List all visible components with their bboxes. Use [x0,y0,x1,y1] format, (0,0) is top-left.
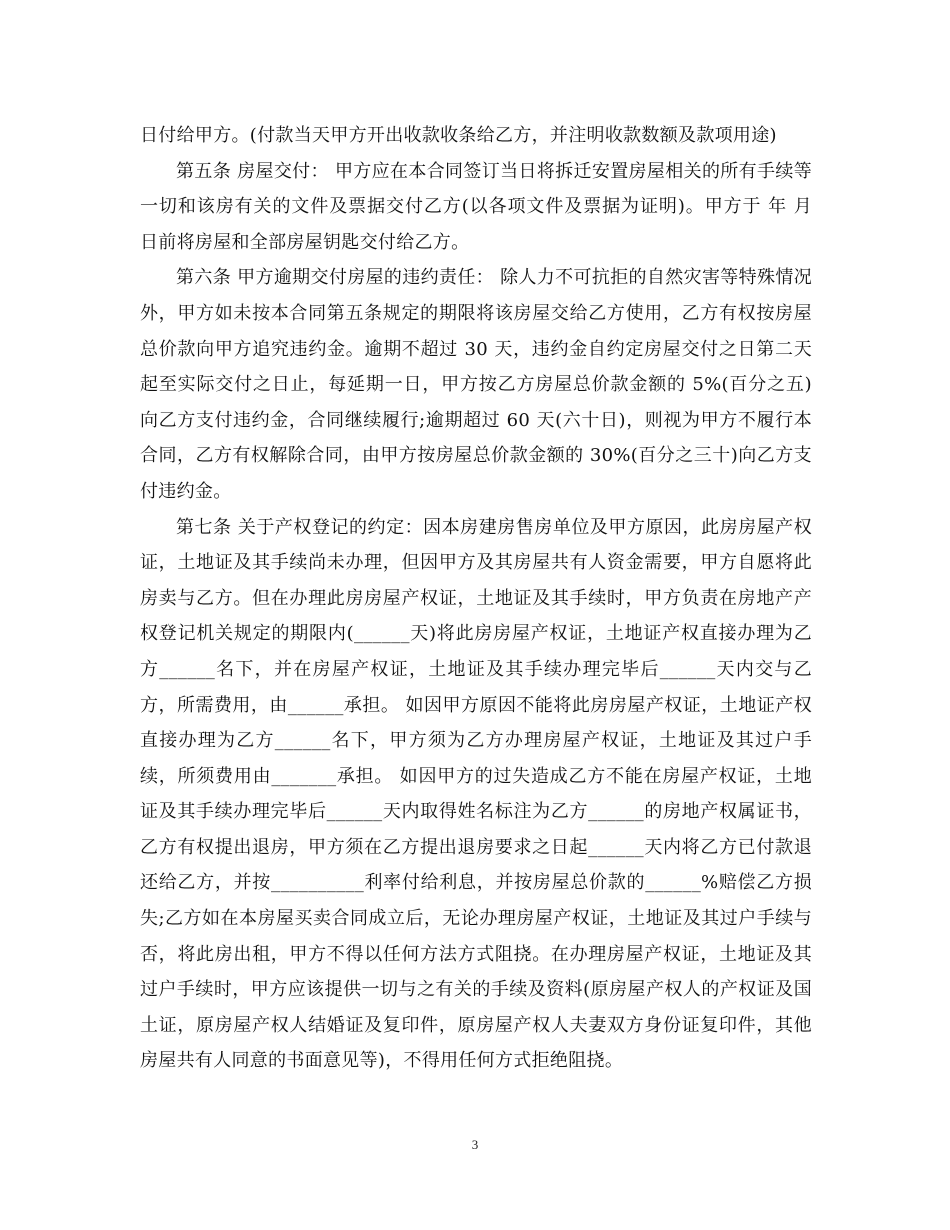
paragraph-payment-continuation: 日付给甲方。(付款当天甲方开出收款收条给乙方，并注明收款数额及款项用途) [140,125,777,146]
page-number: 3 [471,1137,479,1152]
document-page [140,118,812,1079]
paragraph-article-5-handover: 第五条 房屋交付： 甲方应在本合同签订当日将拆迁安置房屋相关的所有手续等一切和该房有关的文件及票据交付乙方(以各项文件及票据为证明)。甲方于 年 月 日前将房屋和全部房屋钥匙交付给乙方。 [140,160,812,253]
paragraph-article-7-property-registration: 第七条 关于产权登记的约定：因本房建房售房单位及甲方原因，此房房屋产权证，土地证及其手续尚未办理，但因甲方及其房屋共有人资金需要，甲方自愿将此房卖与乙方。但在办理此房房屋产权证，土地证及其手续时，甲方负责在房地产产权登记机关规定的期限内(______天)将此房房屋产权证，土地证产权直接办理为乙方______名下，并在房屋产权证，土地证及其手续办理完毕后______天内交与乙方，所需费用，由______承担。 如因甲方原因不能将此房房屋产权证，土地证产权直接办理为乙方______名下，甲方须为乙方办理房屋产权证，土地证及其过户手续，所须费用由_______承担。 如因甲方的过失造成乙方不能在房屋产权证，土地证及其手续办理完毕后______天内取得姓名标注为乙方______的房地产权属证书，乙方有权提出退房，甲方须在乙方提出退房要求之日起______天内将乙方已付款退还给乙方，并按__________利率付给利息，并按房屋总价款的______%赔偿乙方损失;乙方如在本房屋买卖合同成立后，无论办理房屋产权证，土地证及其过户手续与否，将此房出租，甲方不得以任何方法方式阻挠。在办理房屋产权证，土地证及其过户手续时，甲方应该提供一切与之有关的手续及资料(原房屋产权人的产权证及国土证，原房屋产权人结婚证及复印件，原房屋产权人夫妻双方身份证复印件，其他房屋共有人同意的书面意见等)，不得用任何方式拒绝阻挠。 [140,516,812,1072]
paragraph-article-6-late-delivery: 第六条 甲方逾期交付房屋的违约责任： 除人力不可抗拒的自然灾害等特殊情况外，甲方如未按本合同第五条规定的期限将该房屋交给乙方使用，乙方有权按房屋总价款向甲方追究违约金。逾期不超过 30 天，违约金自约定房屋交付之日第二天起至实际交付之日止，每延期一日，甲方按乙方房屋总价款金额的 5%(百分之五)向乙方支付违约金，合同继续履行;逾期超过 60 天(六十日)，则视为甲方不履行本合同，乙方有权解除合同，由甲方按房屋总价款金额的 30%(百分之三十)向乙方支付违约金。 [140,267,812,502]
